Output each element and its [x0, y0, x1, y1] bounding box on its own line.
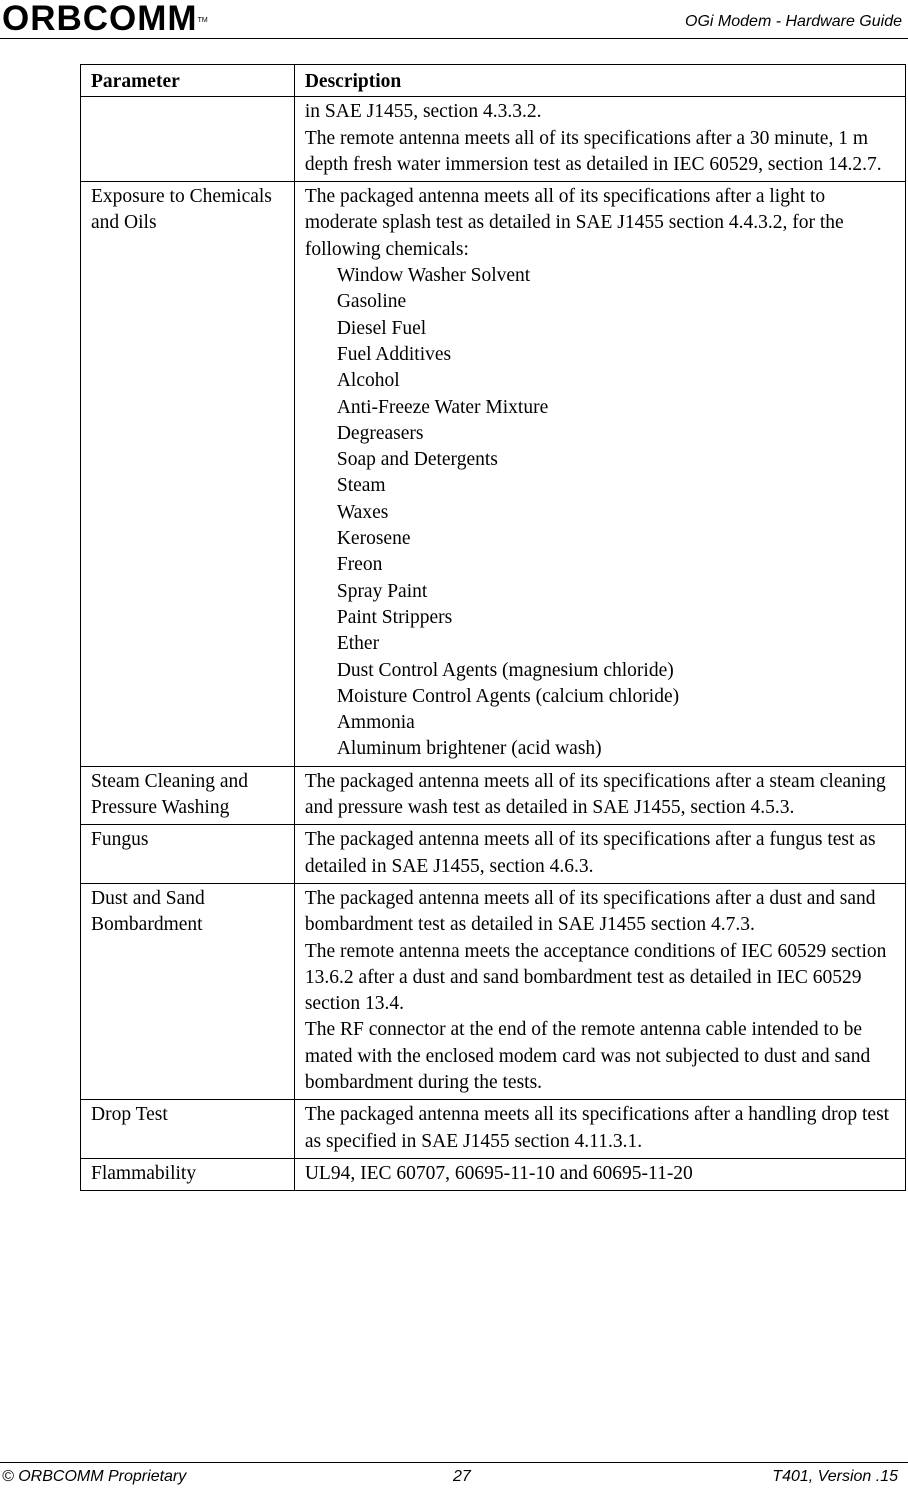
- list-item: Fuel Additives: [336, 343, 452, 365]
- column-header-description: Description: [294, 65, 905, 97]
- document-title: OGi Modem - Hardware Guide: [685, 13, 902, 30]
- list-item: Spray Paint: [336, 580, 428, 602]
- specification-table: [80, 64, 906, 1191]
- table-row: [81, 1100, 906, 1159]
- description-line: The packaged antenna meets all of its specifications after a steam cleaning and pressure wash test as detailed in SAE J1455, section 4.5.3.: [304, 770, 886, 819]
- description-line: The packaged antenna meets all of its specifications after a light to moderate splash test as detailed in SAE J1455 section 4.4.3.2, for the following chemicals:: [304, 186, 844, 260]
- table-row: [81, 883, 906, 1099]
- description-line: The RF connector at the end of the remote antenna cable intended to be mated with the enclosed modem card was not subjected to dust and sand bombardment during the tests.: [304, 1019, 871, 1093]
- parameter-cell: Exposure to Chemicals and Oils: [81, 182, 295, 767]
- description-line: The packaged antenna meets all of its specifications after a fungus test as detailed in SAE J1455, section 4.6.3.: [304, 829, 876, 877]
- table-row: [81, 182, 906, 767]
- description-line: The packaged antenna meets all its specifications after a handling drop test as specified in SAE J1455 section 4.11.3.1.: [304, 1104, 890, 1152]
- column-header-parameter: Parameter: [81, 65, 295, 97]
- description-line: The remote antenna meets all of its specifications after a 30 minute, 1 m depth fresh water immersion test as detailed in IEC 60529, section 14.2.7.: [304, 127, 882, 175]
- list-item: Alcohol: [336, 370, 400, 392]
- description-cell: [294, 182, 905, 767]
- description-cell: [294, 1158, 905, 1190]
- list-item: Anti-Freeze Water Mixture: [336, 396, 549, 418]
- footer-divider: [0, 1462, 908, 1463]
- list-item: Diesel Fuel: [336, 317, 427, 339]
- description-cell: [294, 825, 905, 884]
- description-cell: [294, 883, 905, 1099]
- parameter-cell: Drop Test: [81, 1100, 295, 1159]
- list-item: Aluminum brightener (acid wash): [336, 738, 602, 760]
- description-line: The remote antenna meets the acceptance conditions of IEC 60529 section 13.6.2 after a dust and sand bombardment test as detailed in IEC 60529 section 13.4.: [304, 940, 887, 1015]
- chemical-list: [305, 263, 897, 763]
- list-item: Ether: [336, 633, 380, 655]
- list-item: Gasoline: [336, 291, 407, 313]
- list-item: Soap and Detergents: [336, 449, 498, 471]
- parameter-cell: Flammability: [81, 1158, 295, 1190]
- table-row: [81, 97, 906, 182]
- list-item: Moisture Control Agents (calcium chloride): [336, 685, 680, 707]
- header-divider: [0, 38, 908, 39]
- parameter-cell: Fungus: [81, 825, 295, 884]
- table-row: [81, 825, 906, 884]
- page-header: [0, 0, 908, 40]
- page-number: 27: [453, 1468, 471, 1485]
- description-cell: [294, 97, 905, 182]
- table-row: [81, 766, 906, 825]
- list-item: Degreasers: [336, 422, 424, 444]
- list-item: Dust Control Agents (magnesium chloride): [336, 659, 674, 681]
- logo-trademark: TM: [197, 17, 208, 24]
- list-item: Ammonia: [336, 712, 415, 734]
- parameter-cell: Steam Cleaning and Pressure Washing: [81, 766, 295, 825]
- parameter-cell: [81, 97, 295, 182]
- list-item: Waxes: [336, 501, 389, 523]
- list-item: Paint Strippers: [336, 606, 453, 628]
- footer-copyright: © ORBCOMM Proprietary: [2, 1468, 187, 1485]
- document-version: T401, Version .15: [772, 1468, 898, 1485]
- list-item: Steam: [336, 475, 386, 497]
- table-row: [81, 1158, 906, 1190]
- list-item: Window Washer Solvent: [336, 265, 531, 287]
- list-item: Freon: [336, 554, 383, 576]
- description-line: in SAE J1455, section 4.3.3.2.: [304, 101, 542, 123]
- description-cell: [294, 766, 905, 825]
- description-line: UL94, IEC 60707, 60695-11-10 and 60695-11-20: [304, 1162, 693, 1184]
- description-line: The packaged antenna meets all of its specifications after a dust and sand bombardment test as detailed in SAE J1455 section 4.7.3.: [304, 887, 876, 936]
- table-header-row: [81, 65, 906, 97]
- orbcomm-logo: [2, 0, 208, 38]
- description-cell: [294, 1100, 905, 1159]
- parameter-cell: Dust and Sand Bombardment: [81, 883, 295, 1099]
- logo-text: ORBCOMM: [2, 0, 198, 38]
- list-item: Kerosene: [336, 528, 411, 550]
